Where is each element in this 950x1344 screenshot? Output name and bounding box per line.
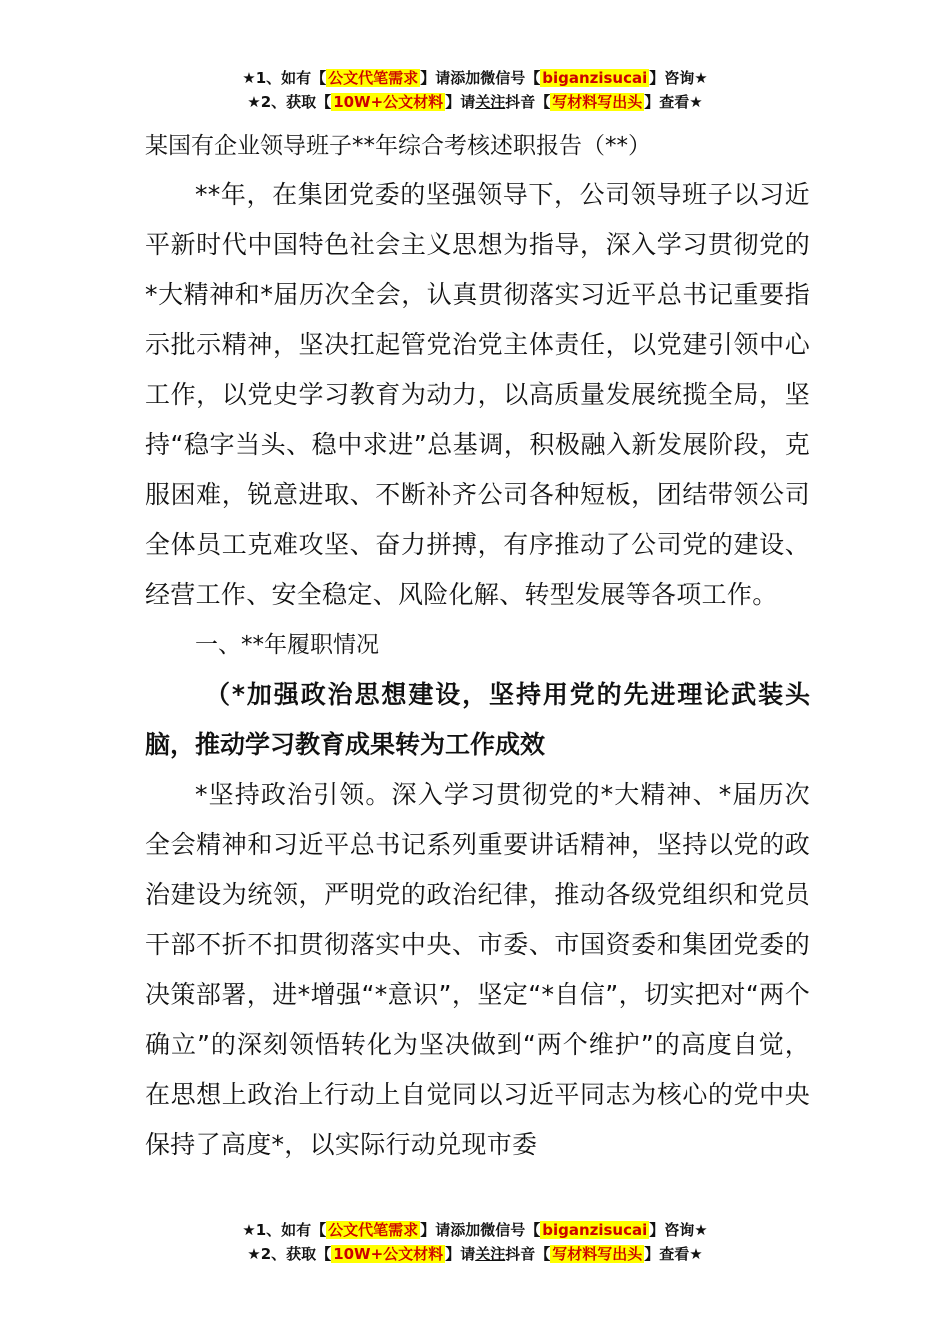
- header-banner-line-2: [0, 90, 950, 114]
- banner-highlight-service: 公文代笔需求: [328, 69, 419, 87]
- banner-text: 】请: [445, 93, 476, 111]
- banner-text: 抖音【: [505, 1245, 551, 1263]
- banner-highlight-materials: 10W+公文材料: [333, 1245, 444, 1263]
- banner-text: 】咨询★: [649, 1221, 708, 1239]
- banner-text: 】请: [445, 1245, 476, 1263]
- banner-highlight-douyin-account: 写材料写出头: [552, 93, 643, 111]
- banner-highlight-materials: 10W+公文材料: [333, 93, 444, 111]
- document-body: [145, 122, 810, 1170]
- banner-text: 抖音【: [505, 93, 551, 111]
- banner-text: ★1、如有【: [242, 1221, 327, 1239]
- footer-banner-line-2: [0, 1242, 950, 1266]
- intro-paragraph: **年，在集团党委的坚强领导下，公司领导班子以习近平新时代中国特色社会主义思想为指导，深入学习贯彻党的*大精神和*届历次全会，认真贯彻落实习近平总书记重要指示批示精神，坚决扛起管党治党主体责任，以党建引领中心工作，以党史学习教育为动力，以高质量发展统揽全局，坚持“稳字当头、稳中求进”总基调，积极融入新发展阶段，克服困难，锐意进取、不断补齐公司各种短板，团结带领公司全体员工克难攻坚、奋力拼搏，有序推动了公司党的建设、经营工作、安全稳定、风险化解、转型发展等各项工作。: [145, 180, 810, 609]
- banner-underlined-follow: 关注: [475, 1245, 506, 1263]
- banner-highlight-wechat-id: biganzisucai: [542, 69, 648, 87]
- document-title: 某国有企业领导班子**年综合考核述职报告（**）: [145, 133, 651, 159]
- banner-text: ★2、获取【: [247, 93, 332, 111]
- banner-underlined-follow: 关注: [475, 93, 506, 111]
- body-paragraph: *坚持政治引领。深入学习贯彻党的*大精神、*届历次全会精神和习近平总书记系列重要讲话精神，坚持以党的政治建设为统领，严明党的政治纪律，推动各级党组织和党员干部不折不扣贯彻落实中央、市委、市国资委和集团党委的决策部署，进*增强“*意识”，坚定“*自信”，切实把对“两个确立”的深刻领悟转化为坚决做到“两个维护”的高度自觉，在思想上政治上行动上自觉同以习近平同志为核心的党中央保持了高度*，以实际行动兑现市委: [145, 780, 810, 1159]
- header-banner-line-1: [0, 66, 950, 90]
- header-banner: [0, 66, 950, 114]
- banner-highlight-wechat-id: biganzisucai: [542, 1221, 648, 1239]
- banner-text: ★2、获取【: [247, 1245, 332, 1263]
- footer-banner: [0, 1218, 950, 1266]
- banner-text: 】咨询★: [649, 69, 708, 87]
- banner-text: 】请添加微信号【: [420, 69, 541, 87]
- banner-text: 】查看★: [644, 93, 703, 111]
- banner-highlight-service: 公文代笔需求: [328, 1221, 419, 1239]
- banner-text: 】查看★: [644, 1245, 703, 1263]
- banner-highlight-douyin-account: 写材料写出头: [552, 1245, 643, 1263]
- section-heading: 一、**年履职情况: [195, 632, 379, 658]
- subsection-heading: （*加强政治思想建设，坚持用党的先进理论武装头脑，推动学习教育成果转为工作成效: [145, 680, 810, 759]
- footer-banner-line-1: [0, 1218, 950, 1242]
- banner-text: 】请添加微信号【: [420, 1221, 541, 1239]
- banner-text: ★1、如有【: [242, 69, 327, 87]
